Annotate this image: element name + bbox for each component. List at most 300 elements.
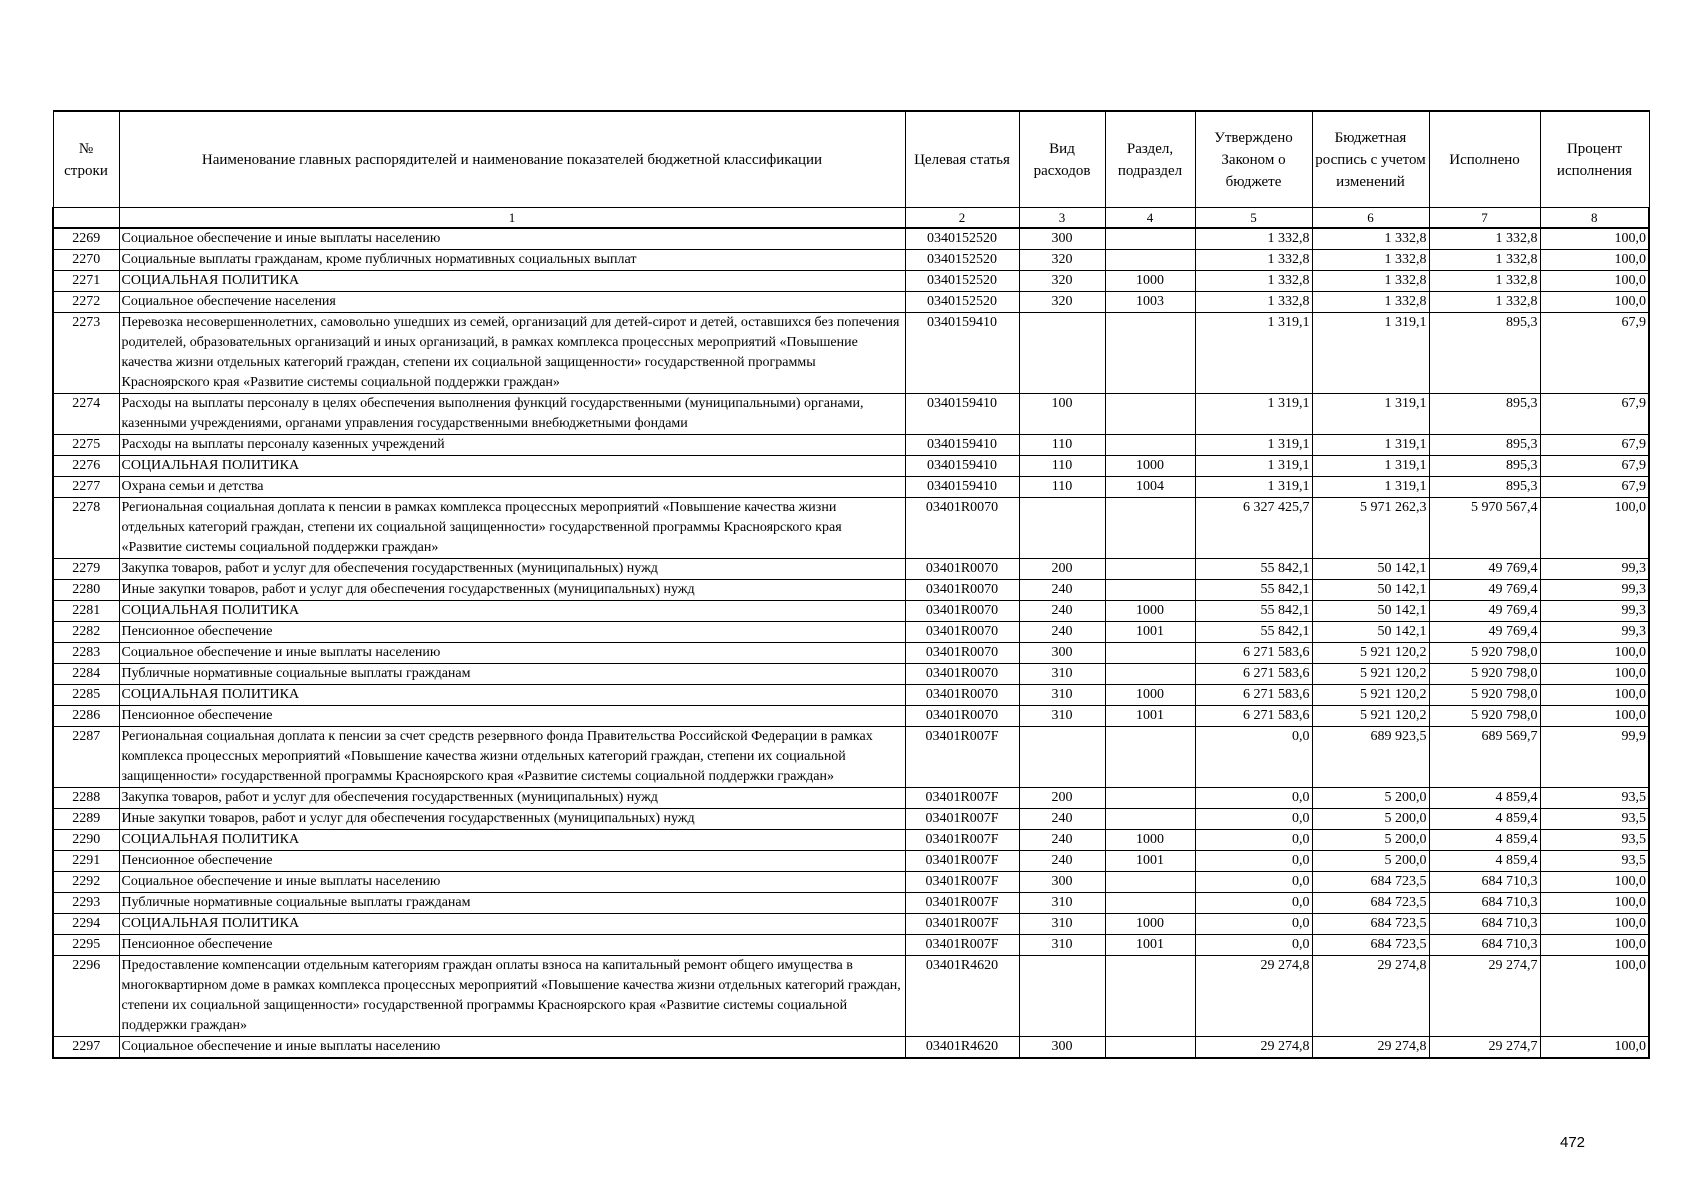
name-cell: СОЦИАЛЬНАЯ ПОЛИТИКА [119,830,905,851]
executed-amount-cell: 49 769,4 [1429,559,1540,580]
budget-schedule-cell: 684 723,5 [1312,872,1429,893]
executed-amount-cell: 29 274,7 [1429,1037,1540,1059]
name-cell: Пенсионное обеспечение [119,622,905,643]
name-cell: Пенсионное обеспечение [119,851,905,872]
section-cell [1105,956,1195,1037]
name-cell: СОЦИАЛЬНАЯ ПОЛИТИКА [119,914,905,935]
executed-amount-cell: 1 332,8 [1429,271,1540,292]
executed-amount-cell: 684 710,3 [1429,872,1540,893]
percent-cell: 100,0 [1540,643,1649,664]
name-cell: СОЦИАЛЬНАЯ ПОЛИТИКА [119,456,905,477]
section-cell: 1000 [1105,601,1195,622]
expense-type-cell: 310 [1019,685,1105,706]
name-cell: СОЦИАЛЬНАЯ ПОЛИТИКА [119,601,905,622]
approved-amount-cell: 6 271 583,6 [1195,643,1312,664]
approved-amount-cell: 6 327 425,7 [1195,498,1312,559]
expense-type-cell: 310 [1019,914,1105,935]
name-cell: Социальные выплаты гражданам, кроме публичных нормативных социальных выплат [119,250,905,271]
percent-cell: 93,5 [1540,830,1649,851]
executed-amount-cell: 49 769,4 [1429,622,1540,643]
budget-schedule-cell: 5 200,0 [1312,809,1429,830]
expense-type-cell [1019,727,1105,788]
percent-cell: 100,0 [1540,498,1649,559]
row-number-cell: 2292 [53,872,119,893]
name-cell: Предоставление компенсации отдельным категориям граждан оплаты взноса на капитальный ремонт общего имущества в многоквартирном доме в рамках комплекса процессных мероприятий «Повышение качества жизни отдельных категорий граждан, степени их социальной защищенности» государственной программы Красноярского края «Развитие системы социальной поддержки граждан» [119,956,905,1037]
column-number: 5 [1195,208,1312,229]
table-row [53,292,1649,313]
name-cell: Социальное обеспечение и иные выплаты населению [119,1037,905,1059]
name-cell: Публичные нормативные социальные выплаты гражданам [119,893,905,914]
approved-amount-cell: 6 271 583,6 [1195,685,1312,706]
executed-amount-cell: 684 710,3 [1429,914,1540,935]
approved-amount-cell: 1 319,1 [1195,435,1312,456]
percent-cell: 100,0 [1540,893,1649,914]
approved-amount-cell: 1 319,1 [1195,313,1312,394]
table-row [53,643,1649,664]
executed-amount-cell: 895,3 [1429,435,1540,456]
name-cell: Региональная социальная доплата к пенсии в рамках комплекса процессных мероприятий «Повышение качества жизни отдельных категорий граждан, степени их социальной защищенности» государственной программы Красноярского края «Развитие системы социальной поддержки граждан» [119,498,905,559]
table-row [53,706,1649,727]
target-article-cell: 0340152520 [905,228,1019,250]
expense-type-cell: 110 [1019,456,1105,477]
approved-amount-cell: 55 842,1 [1195,601,1312,622]
approved-amount-cell: 1 332,8 [1195,228,1312,250]
name-cell: Расходы на выплаты персоналу в целях обеспечения выполнения функций государственными (муниципальными) органами, казенными учреждениями, органами управления государственными внебюджетными фондами [119,394,905,435]
expense-type-cell [1019,498,1105,559]
section-cell [1105,1037,1195,1059]
section-cell [1105,435,1195,456]
executed-amount-cell: 895,3 [1429,456,1540,477]
percent-cell: 99,3 [1540,601,1649,622]
row-number-cell: 2281 [53,601,119,622]
executed-amount-cell: 684 710,3 [1429,893,1540,914]
column-number-blank [53,208,119,229]
name-cell: Расходы на выплаты персоналу казенных учреждений [119,435,905,456]
table-row [53,872,1649,893]
section-cell [1105,394,1195,435]
row-number-cell: 2282 [53,622,119,643]
table-row [53,622,1649,643]
percent-cell: 100,0 [1540,872,1649,893]
expense-type-cell: 240 [1019,830,1105,851]
name-cell: Иные закупки товаров, работ и услуг для обеспечения государственных (муниципальных) нужд [119,580,905,601]
expense-type-cell: 240 [1019,601,1105,622]
column-number: 6 [1312,208,1429,229]
executed-amount-cell: 1 332,8 [1429,292,1540,313]
budget-schedule-cell: 1 319,1 [1312,456,1429,477]
target-article-cell: 03401R007F [905,893,1019,914]
name-cell: Охрана семьи и детства [119,477,905,498]
name-cell: Пенсионное обеспечение [119,935,905,956]
row-number-cell: 2295 [53,935,119,956]
section-cell [1105,872,1195,893]
budget-schedule-cell: 50 142,1 [1312,580,1429,601]
budget-schedule-cell: 1 319,1 [1312,477,1429,498]
approved-amount-cell: 29 274,8 [1195,956,1312,1037]
target-article-cell: 03401R0070 [905,601,1019,622]
percent-cell: 67,9 [1540,394,1649,435]
expense-type-cell: 300 [1019,1037,1105,1059]
row-number-cell: 2294 [53,914,119,935]
section-cell [1105,727,1195,788]
approved-amount-cell: 0,0 [1195,893,1312,914]
section-cell: 1000 [1105,685,1195,706]
target-article-cell: 03401R007F [905,851,1019,872]
name-cell: СОЦИАЛЬНАЯ ПОЛИТИКА [119,271,905,292]
table-row [53,851,1649,872]
table-row [53,1037,1649,1059]
name-cell: Социальное обеспечение и иные выплаты населению [119,643,905,664]
executed-amount-cell: 1 332,8 [1429,228,1540,250]
row-number-cell: 2296 [53,956,119,1037]
section-cell [1105,788,1195,809]
executed-amount-cell: 895,3 [1429,394,1540,435]
expense-type-cell: 110 [1019,435,1105,456]
target-article-cell: 03401R0070 [905,622,1019,643]
target-article-cell: 03401R007F [905,830,1019,851]
approved-amount-cell: 55 842,1 [1195,622,1312,643]
percent-cell: 93,5 [1540,809,1649,830]
name-cell: Закупка товаров, работ и услуг для обеспечения государственных (муниципальных) нужд [119,559,905,580]
table-row [53,893,1649,914]
table-row [53,477,1649,498]
row-number-cell: 2291 [53,851,119,872]
section-cell: 1000 [1105,914,1195,935]
target-article-cell: 03401R007F [905,788,1019,809]
target-article-cell: 03401R0070 [905,559,1019,580]
percent-cell: 100,0 [1540,1037,1649,1059]
percent-cell: 100,0 [1540,914,1649,935]
expense-type-cell: 240 [1019,851,1105,872]
table-row [53,435,1649,456]
name-cell: СОЦИАЛЬНАЯ ПОЛИТИКА [119,685,905,706]
approved-amount-cell: 6 271 583,6 [1195,706,1312,727]
approved-amount-cell: 0,0 [1195,935,1312,956]
expense-type-cell: 240 [1019,622,1105,643]
row-number-cell: 2286 [53,706,119,727]
approved-amount-cell: 1 319,1 [1195,456,1312,477]
percent-cell: 67,9 [1540,313,1649,394]
expense-type-cell [1019,313,1105,394]
section-cell [1105,498,1195,559]
row-number-cell: 2285 [53,685,119,706]
percent-cell: 99,3 [1540,622,1649,643]
section-cell: 1000 [1105,271,1195,292]
table-row [53,830,1649,851]
budget-execution-table [52,110,1650,1059]
executed-amount-cell: 4 859,4 [1429,830,1540,851]
percent-cell: 100,0 [1540,250,1649,271]
executed-amount-cell: 5 920 798,0 [1429,706,1540,727]
target-article-cell: 0340159410 [905,456,1019,477]
expense-type-cell: 300 [1019,228,1105,250]
name-cell: Публичные нормативные социальные выплаты гражданам [119,664,905,685]
section-cell: 1001 [1105,935,1195,956]
approved-amount-cell: 0,0 [1195,872,1312,893]
expense-type-cell: 310 [1019,935,1105,956]
budget-schedule-cell: 5 200,0 [1312,788,1429,809]
target-article-cell: 03401R007F [905,872,1019,893]
target-article-cell: 03401R0070 [905,643,1019,664]
row-number-cell: 2274 [53,394,119,435]
row-number-cell: 2269 [53,228,119,250]
approved-amount-cell: 0,0 [1195,788,1312,809]
row-number-cell: 2275 [53,435,119,456]
executed-amount-cell: 1 332,8 [1429,250,1540,271]
percent-cell: 99,9 [1540,727,1649,788]
column-number: 8 [1540,208,1649,229]
name-cell: Пенсионное обеспечение [119,706,905,727]
budget-schedule-cell: 689 923,5 [1312,727,1429,788]
name-cell: Социальное обеспечение и иные выплаты населению [119,228,905,250]
executed-amount-cell: 895,3 [1429,313,1540,394]
budget-schedule-cell: 684 723,5 [1312,914,1429,935]
table-row [53,580,1649,601]
budget-schedule-cell: 29 274,8 [1312,956,1429,1037]
executed-amount-cell: 4 859,4 [1429,809,1540,830]
section-cell: 1004 [1105,477,1195,498]
percent-cell: 100,0 [1540,956,1649,1037]
target-article-cell: 0340159410 [905,477,1019,498]
percent-cell: 99,3 [1540,580,1649,601]
row-number-cell: 2287 [53,727,119,788]
budget-schedule-cell: 5 200,0 [1312,851,1429,872]
column-number: 4 [1105,208,1195,229]
table-row [53,313,1649,394]
percent-cell: 99,3 [1540,559,1649,580]
percent-cell: 100,0 [1540,935,1649,956]
table-row [53,956,1649,1037]
budget-schedule-cell: 5 921 120,2 [1312,643,1429,664]
expense-type-cell: 320 [1019,250,1105,271]
table-row [53,456,1649,477]
row-number-cell: 2271 [53,271,119,292]
table-row [53,935,1649,956]
target-article-cell: 03401R0070 [905,580,1019,601]
target-article-cell: 0340152520 [905,271,1019,292]
target-article-cell: 0340152520 [905,292,1019,313]
row-number-cell: 2290 [53,830,119,851]
budget-schedule-cell: 1 332,8 [1312,292,1429,313]
percent-cell: 100,0 [1540,685,1649,706]
budget-schedule-cell: 5 921 120,2 [1312,685,1429,706]
name-cell: Перевозка несовершеннолетних, самовольно ушедших из семей, организаций для детей-сирот и детей, оставшихся без попечения родителей, образовательных организаций и иных организаций, в рамках комплекса процессных мероприятий «Повышение качества жизни отдельных категорий граждан, степени их социальной защищенности» государственной программы Красноярского края «Развитие системы социальной поддержки граждан» [119,313,905,394]
row-number-cell: 2270 [53,250,119,271]
executed-amount-cell: 49 769,4 [1429,580,1540,601]
target-article-cell: 03401R4620 [905,956,1019,1037]
percent-cell: 100,0 [1540,706,1649,727]
executed-amount-cell: 4 859,4 [1429,788,1540,809]
table-row [53,250,1649,271]
expense-type-cell: 240 [1019,580,1105,601]
budget-schedule-cell: 5 200,0 [1312,830,1429,851]
budget-schedule-cell: 1 319,1 [1312,313,1429,394]
approved-amount-cell: 1 332,8 [1195,250,1312,271]
expense-type-cell: 310 [1019,893,1105,914]
header-executed: Исполнено [1429,111,1540,208]
table-row [53,914,1649,935]
budget-schedule-cell: 29 274,8 [1312,1037,1429,1059]
budget-schedule-cell: 5 971 262,3 [1312,498,1429,559]
target-article-cell: 03401R007F [905,935,1019,956]
percent-cell: 67,9 [1540,435,1649,456]
table-row [53,271,1649,292]
section-cell: 1001 [1105,622,1195,643]
name-cell: Социальное обеспечение населения [119,292,905,313]
table-row [53,685,1649,706]
row-number-cell: 2279 [53,559,119,580]
header-percent: Процент исполнения [1540,111,1649,208]
expense-type-cell: 200 [1019,788,1105,809]
target-article-cell: 03401R0070 [905,664,1019,685]
target-article-cell: 03401R007F [905,914,1019,935]
approved-amount-cell: 1 332,8 [1195,271,1312,292]
budget-schedule-cell: 50 142,1 [1312,559,1429,580]
approved-amount-cell: 0,0 [1195,809,1312,830]
executed-amount-cell: 29 274,7 [1429,956,1540,1037]
column-number-row [53,208,1649,229]
header-budget-schedule: Бюджетная роспись с учетом изменений [1312,111,1429,208]
row-number-cell: 2280 [53,580,119,601]
section-cell [1105,664,1195,685]
expense-type-cell: 320 [1019,271,1105,292]
budget-schedule-cell: 50 142,1 [1312,601,1429,622]
table-row [53,394,1649,435]
table-body [53,228,1649,1058]
executed-amount-cell: 4 859,4 [1429,851,1540,872]
budget-schedule-cell: 1 332,8 [1312,271,1429,292]
expense-type-cell: 240 [1019,809,1105,830]
percent-cell: 67,9 [1540,456,1649,477]
row-number-cell: 2297 [53,1037,119,1059]
target-article-cell: 0340159410 [905,394,1019,435]
header-row-number: № строки [53,111,119,208]
section-cell [1105,313,1195,394]
section-cell: 1001 [1105,706,1195,727]
expense-type-cell: 310 [1019,664,1105,685]
table-row [53,727,1649,788]
percent-cell: 93,5 [1540,851,1649,872]
header-expense-type: Вид расходов [1019,111,1105,208]
target-article-cell: 03401R007F [905,727,1019,788]
column-number: 1 [119,208,905,229]
section-cell: 1000 [1105,830,1195,851]
row-number-cell: 2276 [53,456,119,477]
table-row [53,559,1649,580]
table-row [53,228,1649,250]
budget-schedule-cell: 50 142,1 [1312,622,1429,643]
table-row [53,788,1649,809]
column-number: 2 [905,208,1019,229]
expense-type-cell: 320 [1019,292,1105,313]
target-article-cell: 03401R4620 [905,1037,1019,1059]
approved-amount-cell: 1 319,1 [1195,394,1312,435]
table-row [53,664,1649,685]
executed-amount-cell: 49 769,4 [1429,601,1540,622]
target-article-cell: 03401R0070 [905,685,1019,706]
header-target-article: Целевая статья [905,111,1019,208]
section-cell [1105,643,1195,664]
row-number-cell: 2289 [53,809,119,830]
percent-cell: 100,0 [1540,664,1649,685]
column-number: 3 [1019,208,1105,229]
executed-amount-cell: 5 920 798,0 [1429,685,1540,706]
expense-type-cell: 300 [1019,872,1105,893]
section-cell [1105,250,1195,271]
table-row [53,498,1649,559]
name-cell: Региональная социальная доплата к пенсии за счет средств резервного фонда Правительства Российской Федерации в рамках комплекса процессных мероприятий «Повышение качества жизни отдельных категорий граждан, степени их социальной защищенности» государственной программы Красноярского края «Развитие системы социальной поддержки граждан» [119,727,905,788]
executed-amount-cell: 5 920 798,0 [1429,643,1540,664]
executed-amount-cell: 895,3 [1429,477,1540,498]
table-header-row [53,111,1649,208]
target-article-cell: 03401R007F [905,809,1019,830]
budget-schedule-cell: 1 332,8 [1312,228,1429,250]
budget-schedule-cell: 1 319,1 [1312,435,1429,456]
section-cell [1105,893,1195,914]
budget-schedule-cell: 1 332,8 [1312,250,1429,271]
approved-amount-cell: 55 842,1 [1195,559,1312,580]
header-section: Раздел, подраздел [1105,111,1195,208]
section-cell [1105,228,1195,250]
expense-type-cell: 110 [1019,477,1105,498]
row-number-cell: 2283 [53,643,119,664]
budget-schedule-cell: 1 319,1 [1312,394,1429,435]
name-cell: Социальное обеспечение и иные выплаты населению [119,872,905,893]
percent-cell: 93,5 [1540,788,1649,809]
row-number-cell: 2272 [53,292,119,313]
target-article-cell: 0340159410 [905,313,1019,394]
target-article-cell: 03401R0070 [905,706,1019,727]
row-number-cell: 2284 [53,664,119,685]
section-cell: 1000 [1105,456,1195,477]
budget-schedule-cell: 5 921 120,2 [1312,706,1429,727]
approved-amount-cell: 0,0 [1195,830,1312,851]
section-cell [1105,809,1195,830]
section-cell [1105,559,1195,580]
executed-amount-cell: 684 710,3 [1429,935,1540,956]
target-article-cell: 03401R0070 [905,498,1019,559]
budget-schedule-cell: 5 921 120,2 [1312,664,1429,685]
target-article-cell: 0340159410 [905,435,1019,456]
target-article-cell: 0340152520 [905,250,1019,271]
expense-type-cell [1019,956,1105,1037]
executed-amount-cell: 5 920 798,0 [1429,664,1540,685]
percent-cell: 100,0 [1540,271,1649,292]
budget-schedule-cell: 684 723,5 [1312,935,1429,956]
section-cell: 1003 [1105,292,1195,313]
row-number-cell: 2288 [53,788,119,809]
executed-amount-cell: 5 970 567,4 [1429,498,1540,559]
expense-type-cell: 300 [1019,643,1105,664]
section-cell: 1001 [1105,851,1195,872]
percent-cell: 100,0 [1540,228,1649,250]
row-number-cell: 2273 [53,313,119,394]
expense-type-cell: 200 [1019,559,1105,580]
section-cell [1105,580,1195,601]
percent-cell: 67,9 [1540,477,1649,498]
expense-type-cell: 100 [1019,394,1105,435]
approved-amount-cell: 0,0 [1195,851,1312,872]
approved-amount-cell: 1 332,8 [1195,292,1312,313]
approved-amount-cell: 1 319,1 [1195,477,1312,498]
name-cell: Закупка товаров, работ и услуг для обеспечения государственных (муниципальных) нужд [119,788,905,809]
table-row [53,601,1649,622]
header-name: Наименование главных распорядителей и наименование показателей бюджетной классификации [119,111,905,208]
row-number-cell: 2278 [53,498,119,559]
approved-amount-cell: 6 271 583,6 [1195,664,1312,685]
column-number: 7 [1429,208,1540,229]
name-cell: Иные закупки товаров, работ и услуг для обеспечения государственных (муниципальных) нужд [119,809,905,830]
